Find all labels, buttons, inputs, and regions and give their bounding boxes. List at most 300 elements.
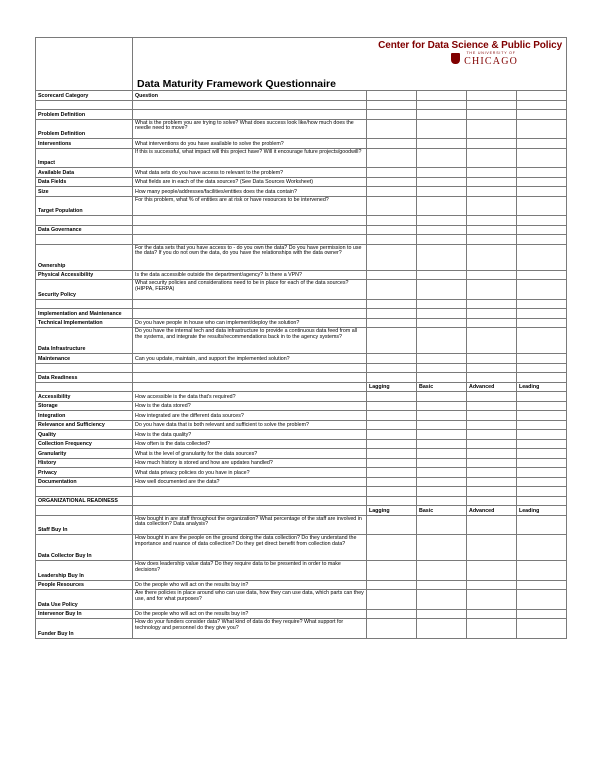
score-cell[interactable]: [467, 420, 517, 430]
maturity-levels-row: [36, 382, 567, 392]
category-cell: Target Population: [36, 196, 133, 216]
empty-cell[interactable]: [367, 496, 417, 506]
blank-row: [36, 487, 567, 497]
question-cell: How accessible is the data that's required?: [133, 392, 367, 402]
score-cell[interactable]: [367, 139, 417, 149]
empty-cell: [133, 100, 367, 110]
question-row: [36, 420, 567, 430]
score-cell[interactable]: [417, 177, 467, 187]
empty-cell[interactable]: [367, 235, 417, 245]
category-cell: History: [36, 458, 133, 468]
question-row: [36, 119, 567, 139]
score-cell[interactable]: [417, 401, 467, 411]
question-cell: How well documented are the data?: [133, 477, 367, 487]
question-row: [36, 168, 567, 178]
score-cell[interactable]: [517, 270, 567, 280]
score-cell[interactable]: [467, 430, 517, 440]
column-header-category: Scorecard Category: [36, 91, 133, 101]
empty-cell[interactable]: [367, 216, 417, 226]
question-row: [36, 535, 567, 561]
score-cell[interactable]: [417, 318, 467, 328]
question-row: [36, 187, 567, 197]
empty-cell[interactable]: [417, 110, 467, 120]
blank-row: [36, 363, 567, 373]
score-cell[interactable]: [417, 468, 467, 478]
question-row: [36, 411, 567, 421]
section-header-row: [36, 225, 567, 235]
score-cell[interactable]: [467, 458, 517, 468]
score-cell[interactable]: [417, 561, 467, 581]
category-cell: Data Infrastructure: [36, 328, 133, 354]
score-cell[interactable]: [467, 244, 517, 270]
question-row: [36, 515, 567, 535]
empty-cell[interactable]: [367, 363, 417, 373]
empty-cell[interactable]: [367, 373, 417, 383]
score-cell[interactable]: [467, 561, 517, 581]
empty-cell[interactable]: [417, 235, 467, 245]
score-cell[interactable]: [367, 590, 417, 610]
category-cell: Size: [36, 187, 133, 197]
level-header-basic: Basic: [417, 382, 467, 392]
score-cell[interactable]: [367, 244, 417, 270]
score-cell[interactable]: [517, 119, 567, 139]
score-cell[interactable]: [367, 168, 417, 178]
column-header-row: [36, 91, 567, 101]
score-cell[interactable]: [367, 535, 417, 561]
level-header-advanced: Advanced: [467, 382, 517, 392]
empty-cell[interactable]: [417, 309, 467, 319]
score-cell[interactable]: [367, 392, 417, 402]
level-header-lagging: Lagging: [367, 382, 417, 392]
score-cell[interactable]: [367, 477, 417, 487]
maturity-levels-row: [36, 506, 567, 516]
score-cell[interactable]: [367, 561, 417, 581]
question-row: [36, 580, 567, 590]
score-cell[interactable]: [417, 354, 467, 364]
empty-cell[interactable]: [517, 363, 567, 373]
question-cell: How many people/addresses/facilities/entities does the data contain?: [133, 187, 367, 197]
category-cell: Granularity: [36, 449, 133, 459]
category-cell: Impact: [36, 148, 133, 168]
score-cell[interactable]: [467, 354, 517, 364]
section-title: Data Governance: [36, 225, 133, 235]
question-cell: What security policies and considerations need to be in place for each of the data sources? (HIPPA, FERPA): [133, 280, 367, 300]
question-cell: For this problem, what % of entities are at risk or have resources to be intervened?: [133, 196, 367, 216]
empty-cell: [133, 506, 367, 516]
score-cell[interactable]: [517, 430, 567, 440]
question-row: [36, 449, 567, 459]
empty-cell[interactable]: [517, 299, 567, 309]
score-cell[interactable]: [367, 280, 417, 300]
empty-cell[interactable]: [417, 225, 467, 235]
score-cell[interactable]: [367, 119, 417, 139]
shield-icon: [451, 53, 460, 64]
empty-cell: [133, 373, 367, 383]
level-header-lagging: Lagging: [367, 506, 417, 516]
score-cell[interactable]: [417, 392, 467, 402]
score-cell[interactable]: [467, 449, 517, 459]
blank-row: [36, 235, 567, 245]
score-cell[interactable]: [517, 139, 567, 149]
score-cell[interactable]: [467, 392, 517, 402]
score-cell[interactable]: [467, 609, 517, 619]
question-cell: How often is the data collected?: [133, 439, 367, 449]
empty-cell[interactable]: [417, 216, 467, 226]
category-cell: Technical Implementation: [36, 318, 133, 328]
blank-row: [36, 216, 567, 226]
empty-cell: [36, 382, 133, 392]
category-cell: Intervenor Buy In: [36, 609, 133, 619]
question-row: [36, 177, 567, 187]
empty-cell[interactable]: [367, 487, 417, 497]
score-cell[interactable]: [517, 590, 567, 610]
score-cell[interactable]: [417, 590, 467, 610]
empty-cell[interactable]: [467, 225, 517, 235]
score-cell[interactable]: [417, 187, 467, 197]
score-cell[interactable]: [517, 280, 567, 300]
empty-cell[interactable]: [517, 110, 567, 120]
empty-cell: [36, 216, 133, 226]
score-cell[interactable]: [467, 328, 517, 354]
score-cell[interactable]: [417, 139, 467, 149]
empty-cell[interactable]: [517, 216, 567, 226]
score-cell[interactable]: [467, 468, 517, 478]
score-cell[interactable]: [367, 619, 417, 639]
score-cell[interactable]: [417, 119, 467, 139]
question-cell: What fields are in each of the data sources? (See Data Sources Worksheet): [133, 177, 367, 187]
score-cell[interactable]: [367, 449, 417, 459]
score-cell[interactable]: [517, 619, 567, 639]
question-cell: Do you have the internal tech and data infrastructure to provide a continuous data feed from all the systems, and integrate the results/recommendations back in to the agency systems?: [133, 328, 367, 354]
category-cell: Staff Buy In: [36, 515, 133, 535]
question-row: [36, 392, 567, 402]
score-cell[interactable]: [417, 619, 467, 639]
score-cell[interactable]: [517, 318, 567, 328]
empty-cell[interactable]: [367, 100, 417, 110]
question-row: [36, 354, 567, 364]
empty-cell[interactable]: [467, 110, 517, 120]
empty-cell[interactable]: [467, 487, 517, 497]
score-cell[interactable]: [367, 609, 417, 619]
empty-cell[interactable]: [417, 363, 467, 373]
score-cell[interactable]: [467, 318, 517, 328]
score-cell[interactable]: [517, 244, 567, 270]
score-cell[interactable]: [367, 328, 417, 354]
section-header-row: [36, 309, 567, 319]
question-row: [36, 619, 567, 639]
score-cell[interactable]: [367, 468, 417, 478]
score-cell[interactable]: [417, 477, 467, 487]
category-cell: Privacy: [36, 468, 133, 478]
score-cell[interactable]: [367, 318, 417, 328]
section-title: Data Readiness: [36, 373, 133, 383]
level-header-leading: Leading: [517, 506, 567, 516]
score-cell[interactable]: [467, 177, 517, 187]
score-cell[interactable]: [367, 270, 417, 280]
level-header-basic: Basic: [417, 506, 467, 516]
section-title: Implementation and Maintenance: [36, 309, 133, 319]
score-cell[interactable]: [367, 458, 417, 468]
category-cell: Documentation: [36, 477, 133, 487]
question-row: [36, 318, 567, 328]
score-cell[interactable]: [367, 196, 417, 216]
empty-cell: [133, 382, 367, 392]
score-cell[interactable]: [367, 177, 417, 187]
empty-cell: [133, 225, 367, 235]
score-cell[interactable]: [417, 420, 467, 430]
empty-cell[interactable]: [417, 299, 467, 309]
question-row: [36, 280, 567, 300]
question-cell: Do the people who will act on the results buy in?: [133, 580, 367, 590]
score-cell[interactable]: [517, 609, 567, 619]
score-cell[interactable]: [517, 515, 567, 535]
empty-cell[interactable]: [467, 309, 517, 319]
question-cell: What is the problem you are trying to solve? What does success look like/how much does the needle need to move?: [133, 119, 367, 139]
empty-cell: [36, 363, 133, 373]
empty-cell[interactable]: [417, 496, 467, 506]
logo-center-name: Center for Data Science & Public Policy: [378, 40, 563, 51]
score-cell[interactable]: [467, 590, 517, 610]
score-cell[interactable]: [467, 619, 517, 639]
score-cell[interactable]: [517, 392, 567, 402]
uchicago-logo: [378, 40, 563, 67]
empty-cell[interactable]: [517, 309, 567, 319]
category-cell: Data Fields: [36, 177, 133, 187]
score-cell[interactable]: [417, 535, 467, 561]
score-cell[interactable]: [417, 411, 467, 421]
score-cell[interactable]: [417, 580, 467, 590]
score-cell[interactable]: [467, 580, 517, 590]
score-cell[interactable]: [467, 411, 517, 421]
blank-row: [36, 299, 567, 309]
question-row: [36, 458, 567, 468]
empty-cell: [133, 299, 367, 309]
score-cell[interactable]: [467, 280, 517, 300]
score-cell[interactable]: [517, 449, 567, 459]
category-cell: People Resources: [36, 580, 133, 590]
question-cell: Do the people who will act on the results buy in?: [133, 609, 367, 619]
score-cell[interactable]: [517, 177, 567, 187]
empty-cell[interactable]: [367, 299, 417, 309]
question-cell: How is the data stored?: [133, 401, 367, 411]
score-cell[interactable]: [517, 439, 567, 449]
empty-cell[interactable]: [517, 487, 567, 497]
score-cell[interactable]: [417, 328, 467, 354]
question-row: [36, 328, 567, 354]
question-cell: Do you have data that is both relevant and sufficient to solve the problem?: [133, 420, 367, 430]
score-cell[interactable]: [417, 609, 467, 619]
score-cell[interactable]: [417, 196, 467, 216]
empty-cell: [36, 299, 133, 309]
empty-cell: [133, 309, 367, 319]
question-cell: How do your funders consider data? What kind of data do they require? What support for technology and personnel do they give you?: [133, 619, 367, 639]
score-cell[interactable]: [467, 139, 517, 149]
category-cell: Quality: [36, 430, 133, 440]
category-cell: Leadership Buy In: [36, 561, 133, 581]
score-cell[interactable]: [367, 439, 417, 449]
score-cell[interactable]: [417, 148, 467, 168]
question-cell: If this is successful, what impact will this project have? Will it encourage future projects/goodwill?: [133, 148, 367, 168]
question-cell: How does leadership value data? Do they require data to be presented in order to make decisions?: [133, 561, 367, 581]
question-cell: Are there policies in place around who can use data, how they can use data, which parts can they use, and for what purposes?: [133, 590, 367, 610]
score-cell[interactable]: [467, 148, 517, 168]
category-cell: Funder Buy In: [36, 619, 133, 639]
question-cell: How integrated are the different data sources?: [133, 411, 367, 421]
question-cell: How bought in are staff throughout the organization? What percentage of the staff are involved in data collection? Data analysis?: [133, 515, 367, 535]
score-cell[interactable]: [517, 401, 567, 411]
category-cell: Relevance and Sufficiency: [36, 420, 133, 430]
question-cell: What is the level of granularity for the data sources?: [133, 449, 367, 459]
score-cell[interactable]: [517, 468, 567, 478]
empty-cell: [133, 496, 367, 506]
category-cell: Storage: [36, 401, 133, 411]
score-cell[interactable]: [517, 168, 567, 178]
category-cell: Maintenance: [36, 354, 133, 364]
question-cell: Can you update, maintain, and support the implemented solution?: [133, 354, 367, 364]
score-cell[interactable]: [467, 477, 517, 487]
empty-cell[interactable]: [417, 487, 467, 497]
score-cell[interactable]: [517, 148, 567, 168]
empty-cell[interactable]: [517, 235, 567, 245]
score-cell[interactable]: [517, 420, 567, 430]
score-cell[interactable]: [517, 187, 567, 197]
score-cell[interactable]: [367, 430, 417, 440]
header-row: [36, 38, 567, 91]
category-cell: Physical Accessibility: [36, 270, 133, 280]
question-cell: Is the data accessible outside the department/agency? Is there a VPN?: [133, 270, 367, 280]
category-cell: Available Data: [36, 168, 133, 178]
empty-cell[interactable]: [367, 110, 417, 120]
category-cell: Integration: [36, 411, 133, 421]
empty-cell[interactable]: [417, 100, 467, 110]
question-row: [36, 401, 567, 411]
score-cell[interactable]: [467, 401, 517, 411]
score-cell[interactable]: [467, 168, 517, 178]
empty-cell: [133, 216, 367, 226]
question-row: [36, 477, 567, 487]
empty-cell[interactable]: [467, 235, 517, 245]
score-cell[interactable]: [467, 515, 517, 535]
empty-cell[interactable]: [517, 225, 567, 235]
score-cell[interactable]: [517, 328, 567, 354]
score-cell[interactable]: [367, 580, 417, 590]
score-cell[interactable]: [517, 580, 567, 590]
question-row: [36, 590, 567, 610]
level-header-leading: Leading: [517, 382, 567, 392]
score-cell[interactable]: [367, 354, 417, 364]
questionnaire-sheet: [35, 37, 567, 639]
empty-cell[interactable]: [467, 100, 517, 110]
score-cell[interactable]: [517, 411, 567, 421]
question-row: [36, 439, 567, 449]
empty-cell[interactable]: [417, 373, 467, 383]
score-cell[interactable]: [467, 439, 517, 449]
empty-cell[interactable]: [467, 299, 517, 309]
question-row: [36, 609, 567, 619]
score-cell[interactable]: [367, 515, 417, 535]
question-row: [36, 244, 567, 270]
score-cell[interactable]: [517, 196, 567, 216]
question-cell: How is the data quality?: [133, 430, 367, 440]
question-cell: How much history is stored and how are updates handled?: [133, 458, 367, 468]
question-row: [36, 270, 567, 280]
level-header-advanced: Advanced: [467, 506, 517, 516]
score-cell[interactable]: [517, 354, 567, 364]
question-row: [36, 139, 567, 149]
question-row: [36, 430, 567, 440]
section-title: Problem Definition: [36, 110, 133, 120]
empty-cell[interactable]: [517, 373, 567, 383]
question-row: [36, 561, 567, 581]
empty-cell: [36, 100, 133, 110]
question-cell: How bought in are the people on the ground doing the data collection? Do they understand the importance and nuance of data collection? Do they get direct benefit from collection data?: [133, 535, 367, 561]
column-header-question: Question: [133, 91, 367, 101]
score-cell[interactable]: [467, 196, 517, 216]
empty-cell[interactable]: [367, 225, 417, 235]
category-cell: Problem Definition: [36, 119, 133, 139]
empty-cell: [133, 235, 367, 245]
score-cell[interactable]: [417, 439, 467, 449]
score-cell[interactable]: [467, 535, 517, 561]
score-cell[interactable]: [367, 411, 417, 421]
empty-cell[interactable]: [367, 309, 417, 319]
score-cell[interactable]: [367, 401, 417, 411]
score-cell[interactable]: [417, 270, 467, 280]
section-header-row: [36, 110, 567, 120]
section-title: ORGANIZATIONAL READINESS: [36, 496, 133, 506]
score-cell[interactable]: [517, 535, 567, 561]
empty-cell[interactable]: [517, 496, 567, 506]
score-cell[interactable]: [417, 168, 467, 178]
category-cell: Collection Frequency: [36, 439, 133, 449]
page-title: Data Maturity Framework Questionnaire: [137, 78, 336, 91]
category-cell: Ownership: [36, 244, 133, 270]
question-row: [36, 196, 567, 216]
score-cell[interactable]: [517, 561, 567, 581]
score-cell[interactable]: [367, 148, 417, 168]
score-cell[interactable]: [467, 119, 517, 139]
score-cell[interactable]: [417, 449, 467, 459]
score-cell[interactable]: [367, 420, 417, 430]
empty-cell: [133, 110, 367, 120]
score-cell[interactable]: [417, 515, 467, 535]
category-cell: Interventions: [36, 139, 133, 149]
empty-cell: [36, 235, 133, 245]
logo-university-line: THE UNIVERSITY OF: [466, 50, 516, 55]
score-cell[interactable]: [467, 270, 517, 280]
empty-cell: [36, 506, 133, 516]
score-cell[interactable]: [517, 458, 567, 468]
empty-cell[interactable]: [467, 496, 517, 506]
score-cell[interactable]: [417, 244, 467, 270]
empty-cell[interactable]: [467, 216, 517, 226]
question-cell: Do you have people in house who can implement/deploy the solution?: [133, 318, 367, 328]
score-cell[interactable]: [467, 187, 517, 197]
score-cell[interactable]: [417, 430, 467, 440]
empty-cell[interactable]: [517, 100, 567, 110]
category-cell: Security Policy: [36, 280, 133, 300]
score-cell[interactable]: [367, 187, 417, 197]
empty-cell: [36, 487, 133, 497]
score-cell[interactable]: [417, 458, 467, 468]
empty-cell[interactable]: [467, 373, 517, 383]
empty-cell[interactable]: [467, 363, 517, 373]
score-cell[interactable]: [417, 280, 467, 300]
empty-cell: [133, 487, 367, 497]
score-cell[interactable]: [517, 477, 567, 487]
question-cell: What data sets do you have access to relevant to the problem?: [133, 168, 367, 178]
question-cell: What interventions do you have available to solve the problem?: [133, 139, 367, 149]
